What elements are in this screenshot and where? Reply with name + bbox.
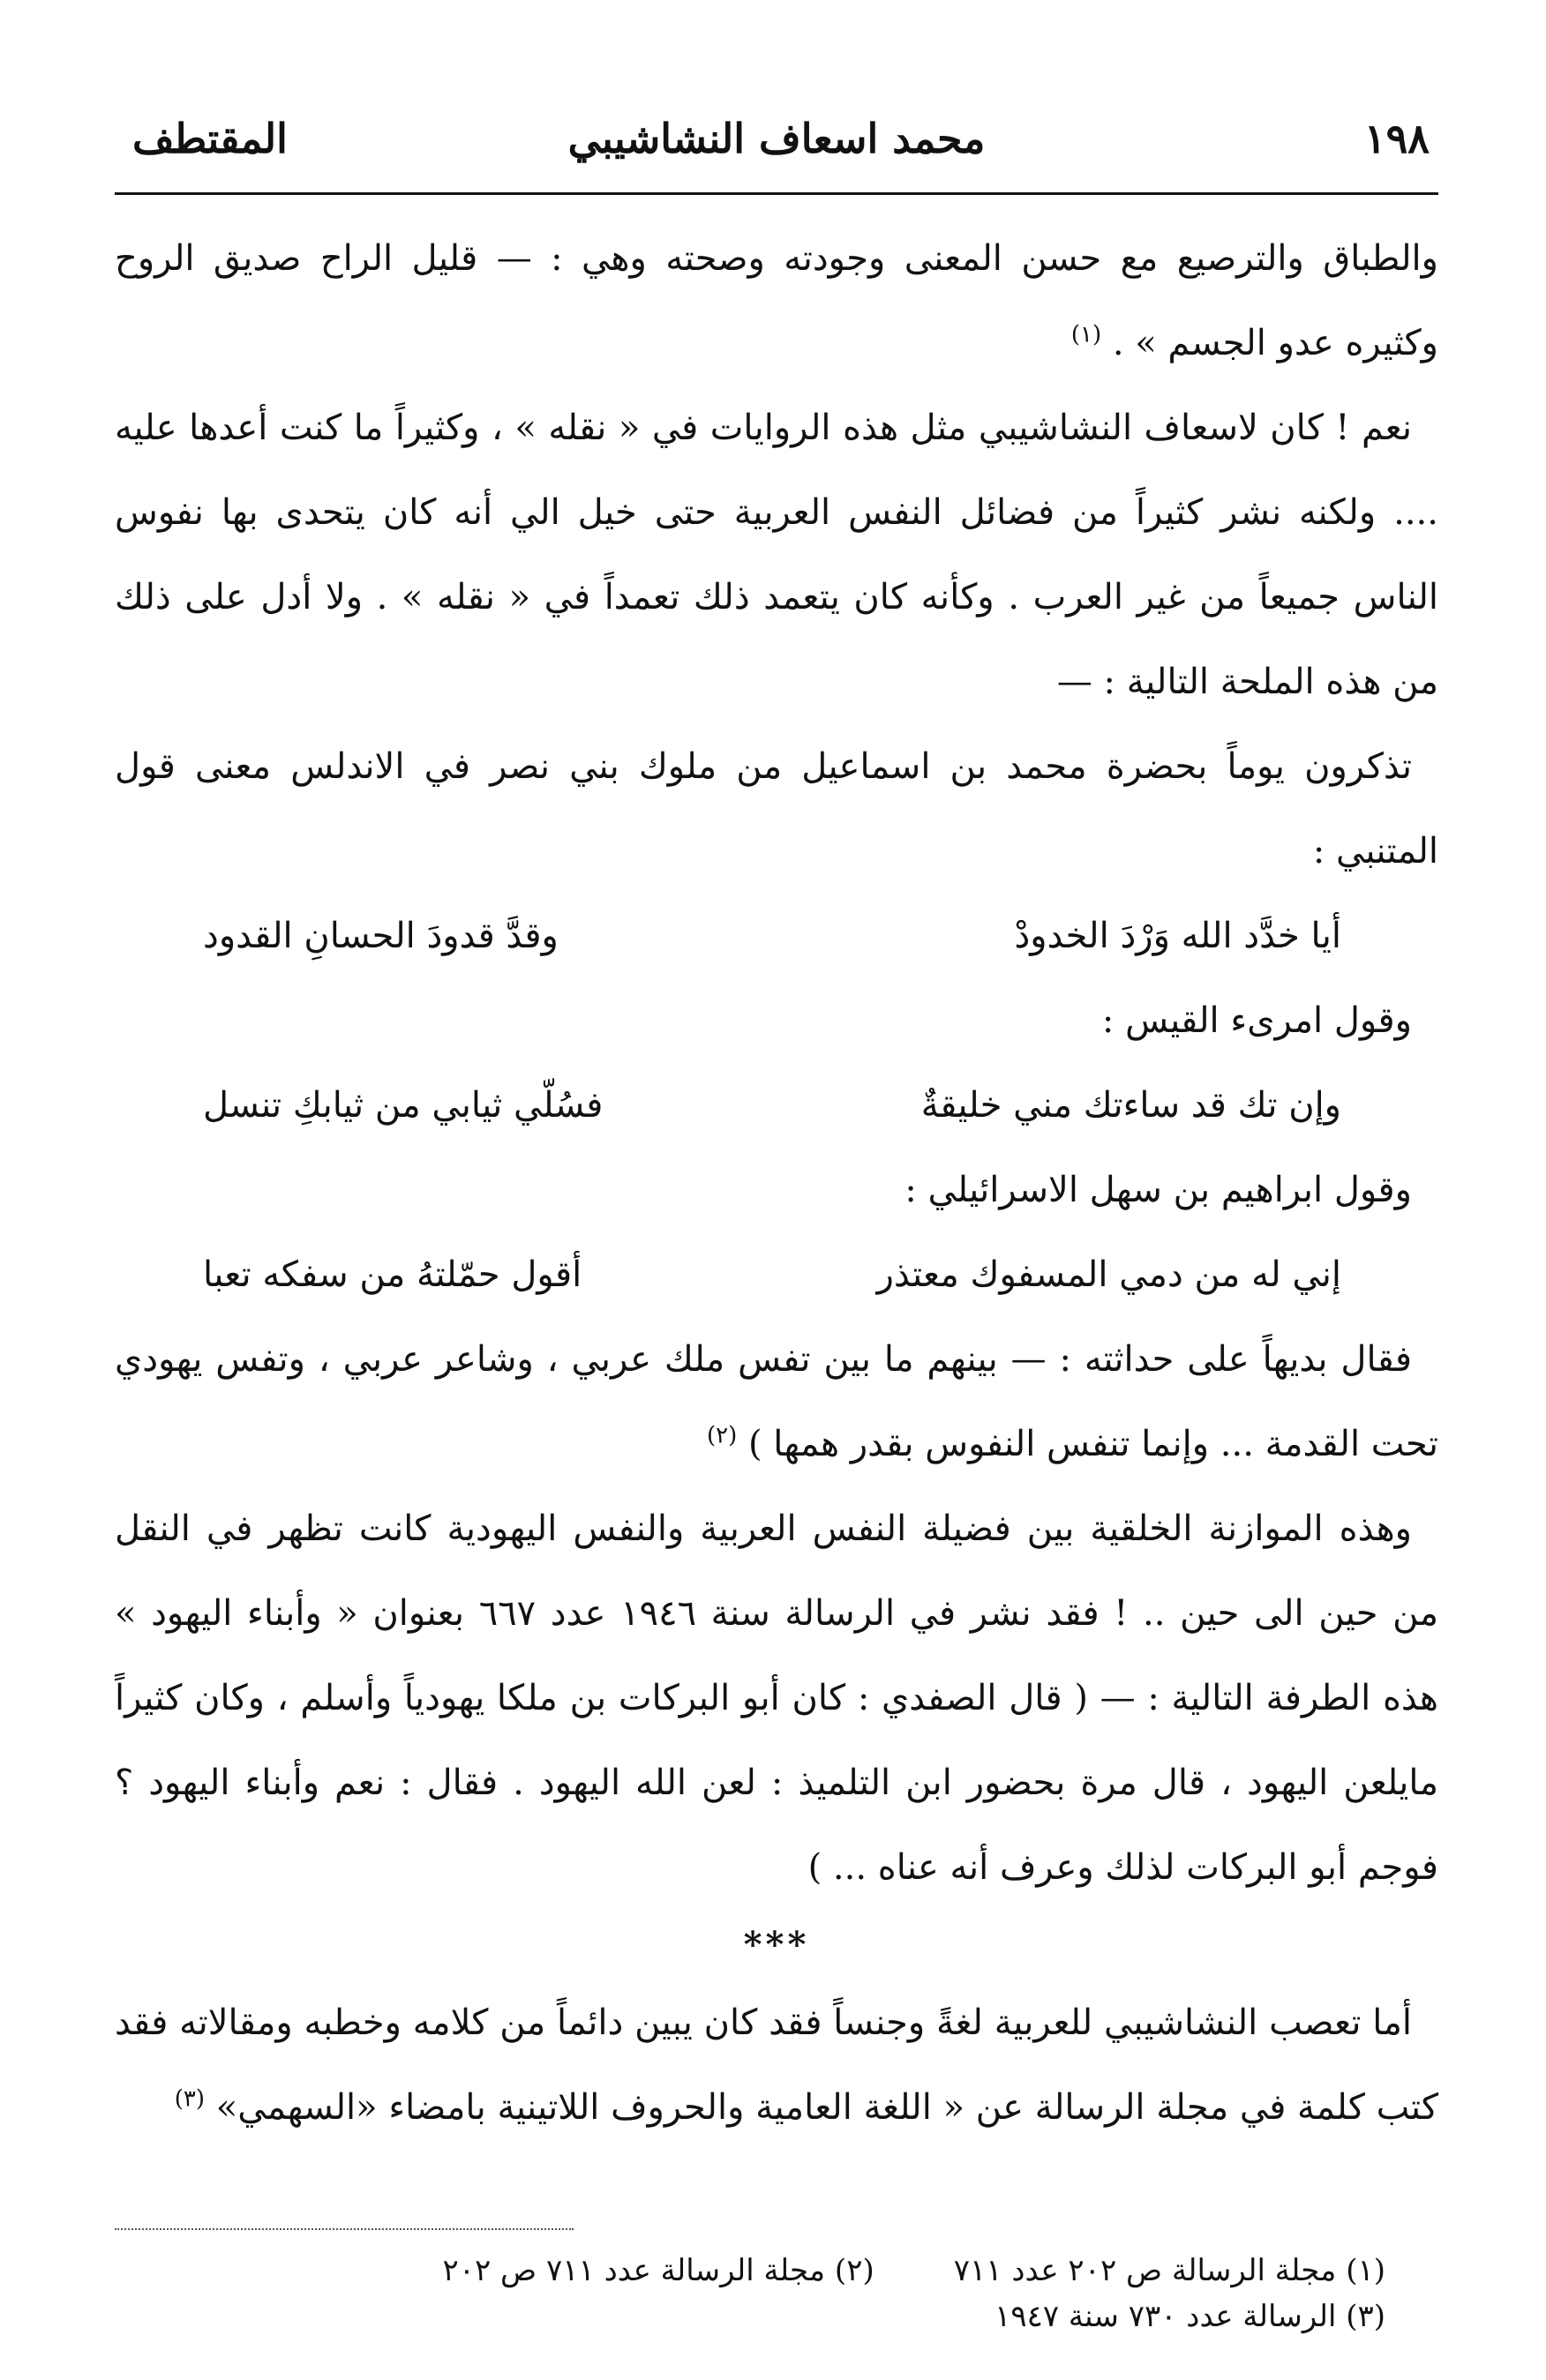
paragraph: تذكرون يوماً بحضرة محمد بن اسماعيل من ملوك بني نصر في الاندلس معنى قول المتنبي : <box>115 746 1438 872</box>
page-number: ١٩٨ <box>1363 115 1430 162</box>
body-text <box>115 216 1438 2150</box>
footnote-rule <box>115 2228 574 2230</box>
page-header <box>115 97 1438 176</box>
paragraph-text: فقال بديهاً على حداثته : — بينهم ما بين تفس ملك عربي ، وشاعر عربي ، وتفس يهودي تحت القدمة ... وإنما تنفس النفوس بقدر همها ) <box>115 1339 1438 1464</box>
journal-name: المقتطف <box>132 115 288 162</box>
paragraph <box>115 216 1438 385</box>
paragraph <box>115 1317 1438 1486</box>
paragraph-text: والطباق والترصيع مع حسن المعنى وجودته وصحته وهي : — قليل الراح صديق الروح وكثيره عدو الجسم » . <box>115 238 1438 363</box>
paragraph: وقول امرىء القيس : <box>1101 1000 1412 1041</box>
verse <box>115 894 1438 978</box>
verse-hemistich: وقدَّ قدودَ الحسانِ القدود <box>203 916 559 956</box>
paragraph-text: أما تعصب النشاشيبي للعربية لغةً وجنساً فقد كان يبين دائماً من كلامه وخطبه ومقالاته فقد كتب كلمة في مجلة الرسالة عن « اللغة العامية والحروف اللاتينية بامضاء «السهمي» <box>115 2002 1438 2128</box>
footnote: (١) مجلة الرسالة ص ٢٠٢ عدد ٧١١ <box>953 2253 1385 2288</box>
verse-hemistich: وإن تك قد ساءتك مني خليقةٌ <box>920 1085 1341 1126</box>
footnotes <box>115 2248 1438 2339</box>
footnote-ref: (٣) <box>174 2085 206 2113</box>
paragraph: وقول ابراهيم بن سهل الاسرائيلي : <box>904 1170 1412 1210</box>
verse-hemistich: أقول حمّلتهُ من سفكه تعبا <box>203 1254 582 1295</box>
paragraph <box>115 1980 1438 2150</box>
footnote-ref: (٢) <box>706 1422 738 1449</box>
paragraph: وهذه الموازنة الخلقية بين فضيلة النفس العربية والنفس اليهودية كانت تظهر في النقل من حين الى حين .. ! فقد نشر في الرسالة سنة ١٩٤٦ عدد ٦٦٧ بعنوان « وأبناء اليهود » هذه الطرفة التالية : — ( قال الصفدي : كان أبو البركات بن ملكا يهودياً وأسلم ، وكان كثيراً مايلعن اليهود ، قال مرة بحضور ابن التلميذ : لعن الله اليهود . فقال : نعم وأبناء اليهود ؟ فوجم أبو البركات لذلك وعرف أنه عناه ... ) <box>115 1508 1438 1888</box>
header-rule <box>115 192 1438 195</box>
verse-hemistich: فسُلّي ثيابي من ثيابكِ تنسل <box>203 1085 604 1126</box>
footnote: (٢) مجلة الرسالة عدد ٧١١ ص ٢٠٢ <box>442 2253 874 2288</box>
footnote: (٣) الرسالة عدد ٧٣٠ سنة ١٩٤٧ <box>994 2299 1385 2334</box>
footnote-row <box>115 2294 1385 2339</box>
running-title: محمد اسعاف النشاشيبي <box>567 115 986 162</box>
footnote-row <box>115 2248 1385 2294</box>
section-separator: *** <box>743 1924 810 1965</box>
verse <box>115 1232 1438 1317</box>
verse-hemistich: إني له من دمي المسفوك معتذر <box>876 1254 1341 1295</box>
verse <box>115 1063 1438 1148</box>
footnote-ref: (١) <box>1070 321 1102 348</box>
verse-hemistich: أيا خدَّد الله وَرْدَ الخدودْ <box>1014 916 1341 956</box>
paragraph: نعم ! كان لاسعاف النشاشيبي مثل هذه الروايات في « نقله » ، وكثيراً ما كنت أعدها عليه .... ولكنه نشر كثيراً من فضائل النفس العربية حتى خيل الي أنه كان يتحدى بها نفوس الناس جميعاً من غير العرب . وكأنه كان يتعمد ذلك تعمداً في « نقله » . ولا أدل على ذلك من هذه الملحة التالية : — <box>115 408 1438 702</box>
document-page <box>115 97 1438 2334</box>
